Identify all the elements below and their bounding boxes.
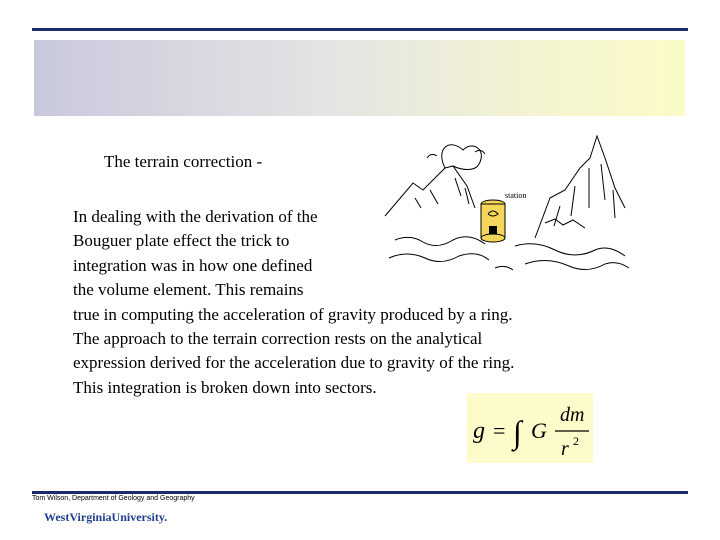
body-line: expression derived for the acceleration due to gravity of the ring. bbox=[73, 353, 515, 373]
formula-equals: = bbox=[493, 418, 506, 443]
body-line: true in computing the acceleration of gravity produced by a ring. bbox=[73, 304, 513, 324]
formula-constant: G bbox=[531, 418, 547, 443]
slide-subtitle: The terrain correction - bbox=[104, 152, 263, 171]
formula-numerator: dm bbox=[560, 404, 585, 426]
station-label: station bbox=[505, 191, 527, 200]
university-logo bbox=[44, 508, 167, 526]
body-line: In dealing with the derivation of the bbox=[73, 207, 318, 226]
volcano-drawing bbox=[385, 145, 485, 216]
body-line: Bouguer plate effect the trick to bbox=[73, 231, 290, 251]
formula-exponent: 2 bbox=[573, 434, 579, 448]
footer-credit: Tom Wilson, Department of Geology and Geography bbox=[32, 495, 195, 502]
body-line: The approach to the terrain correction rests on the analytical bbox=[73, 329, 483, 349]
body-line: the volume element. This remains bbox=[73, 280, 304, 300]
title-banner bbox=[34, 40, 685, 116]
formula-denominator: r bbox=[561, 438, 569, 460]
mountain-drawing bbox=[535, 136, 625, 238]
formula-lhs: g bbox=[473, 418, 485, 444]
body-line: This integration is broken down into sectors. bbox=[73, 377, 377, 397]
integral-sign: ∫ bbox=[513, 414, 522, 450]
top-rule bbox=[32, 28, 688, 31]
terrain-illustration bbox=[375, 128, 635, 288]
body-line: integration was in how one defined bbox=[73, 255, 313, 275]
bottom-rule bbox=[32, 491, 688, 494]
gravity-station bbox=[481, 191, 526, 242]
formula-box bbox=[467, 393, 593, 463]
logo-text: WestVirginiaUniversity. bbox=[44, 510, 168, 524]
terrain-ground bbox=[389, 237, 629, 270]
gravity-formula bbox=[467, 393, 593, 463]
